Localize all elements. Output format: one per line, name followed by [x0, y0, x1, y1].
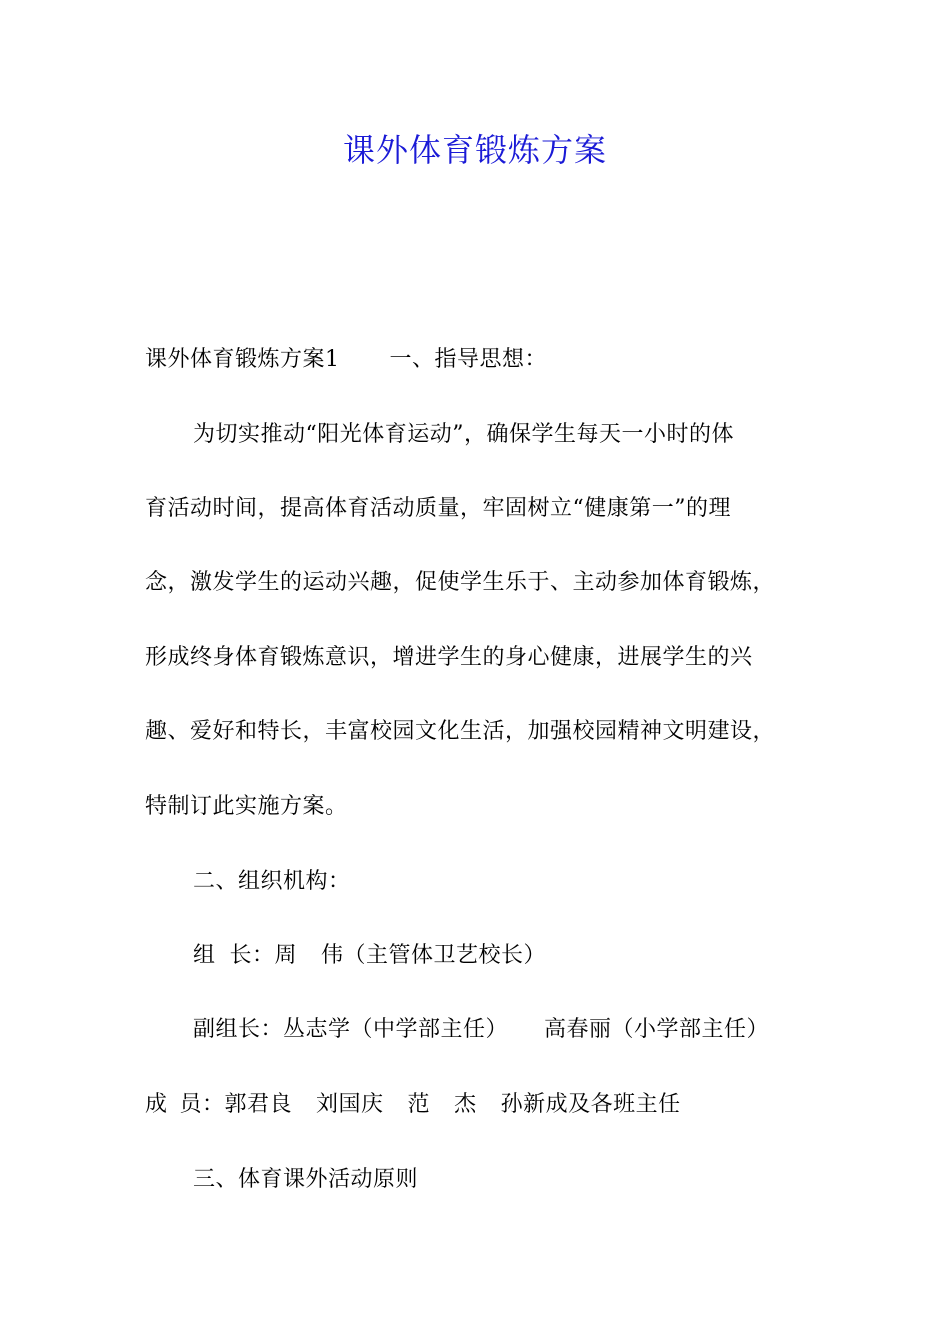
- member-a: 员：郭君良: [179, 1092, 293, 1117]
- deputy-a: 副组长：丛志学（中学部主任）: [193, 1017, 509, 1042]
- member-b: 刘国庆: [316, 1092, 384, 1117]
- leader-label-part1: 组: [193, 943, 216, 968]
- section-heading-guiding-thought: 一、指导思想：: [389, 347, 548, 372]
- paragraph-line: 特制订此实施方案。: [145, 794, 348, 819]
- section-heading-principles: 三、体育课外活动原则: [193, 1167, 419, 1192]
- paragraph-line: 育活动时间，提高体育活动质量，牢固树立“健康第一”的理: [145, 496, 731, 521]
- members-label: 成: [145, 1092, 168, 1117]
- deputy-line: [193, 1015, 769, 1045]
- member-d: 杰: [454, 1092, 477, 1117]
- document-body: [145, 0, 835, 1344]
- paragraph-line: 形成终身体育锻炼意识，增进学生的身心健康，进展学生的兴: [145, 645, 753, 670]
- plan-heading: 课外体育锻炼方案1: [145, 347, 340, 372]
- leader-line: [193, 941, 546, 971]
- heading-line: [145, 345, 547, 375]
- paragraph-line: 趣、爱好和特长，丰富校园文化生活，加强校园精神文明建设，: [145, 719, 776, 744]
- leader-label-part2: 长：周: [229, 943, 298, 968]
- member-c: 范: [407, 1092, 431, 1117]
- member-e: 孙新成及各班主任: [500, 1092, 681, 1117]
- deputy-b: 高春丽（小学部主任）: [544, 1017, 770, 1042]
- leader-name-part2: 伟（主管体卫艺校长）: [321, 943, 547, 968]
- members-line: [145, 1090, 681, 1120]
- section-heading-organization: 二、组织机构：: [193, 869, 351, 894]
- paragraph-line: 为切实推动“阳光体育运动”，确保学生每天一小时的体: [193, 422, 734, 447]
- paragraph-line: 念，激发学生的运动兴趣，促使学生乐于、主动参加体育锻炼，: [145, 570, 776, 595]
- document-title: 课外体育锻炼方案: [342, 131, 607, 169]
